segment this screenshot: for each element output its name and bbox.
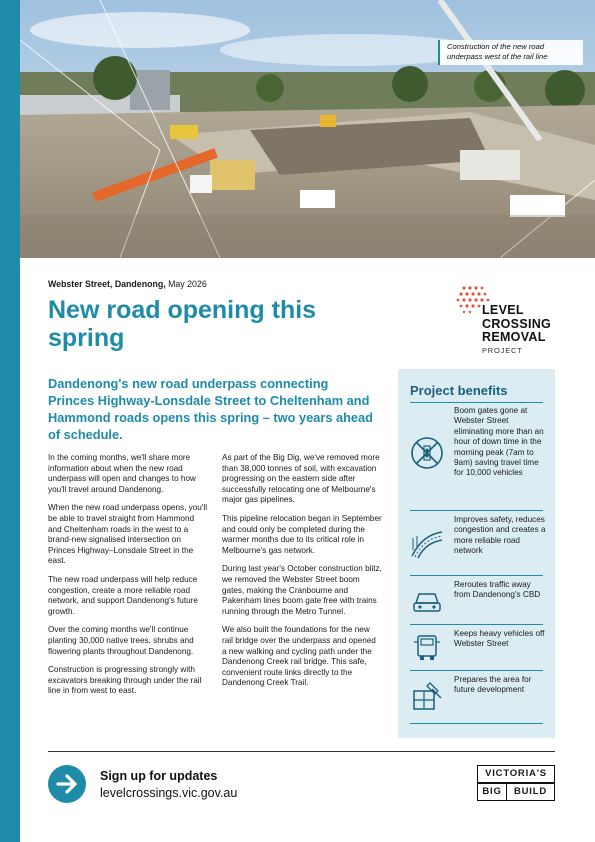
- arrow-right-icon: [48, 765, 86, 803]
- level-crossing-removal-logo: [456, 282, 576, 362]
- development-icon: [410, 679, 444, 713]
- body-paragraph: The new road underpass will help reduce congestion, create a more reliable road network, and support Dandenong's future growth.: [48, 574, 198, 616]
- vbb-build: BUILD: [513, 786, 548, 797]
- body-paragraph: We also built the foundations for the new rail bridge over the underpass and opened a new walking and cycling path under the Dandenong Creek rail bridge. This safe, convenient route links directly to the Dandenong Creek Trail.: [222, 625, 376, 688]
- logo-line-3: REMOVAL: [482, 330, 546, 344]
- photo-caption: Construction of the new road underpass west of the rail line: [438, 40, 583, 65]
- signup-link[interactable]: levelcrossings.vic.gov.au: [100, 786, 238, 800]
- logo-line-2: CROSSING: [482, 316, 552, 331]
- benefit-text: Improves safety, reduces congestion and creates a more reliable road network: [454, 515, 546, 556]
- construction-site-photo: [20, 0, 595, 258]
- body-paragraph: This pipeline relocation began in September and could only be completed during the warmer months due to its critical role in Melbourne's gas network.: [222, 513, 382, 555]
- no-boom-gate-icon: [410, 436, 444, 470]
- benefit-text: Keeps heavy vehicles off Webster Street: [454, 629, 545, 649]
- benefit-text: Boom gates gone at Webster Street eliminating more than an hour of down time in the morning peak (7am to 9am) saving travel time for 10,000 vehicles: [454, 406, 544, 478]
- vbb-big: BIG: [478, 784, 507, 800]
- benefit-item: [410, 670, 543, 724]
- logo-subtitle: PROJECT: [482, 346, 523, 355]
- page-title: New road opening this spring: [48, 296, 317, 352]
- footer-divider: [48, 751, 555, 752]
- body-paragraph: Construction is progressing strongly with excavators breaking through under the rail line in from west to east.: [48, 665, 202, 696]
- benefits-divider: [410, 402, 543, 403]
- signup-title: Sign up for updates: [100, 769, 218, 783]
- body-paragraph: Over the coming months we'll continue planting 30,000 native trees, shrubs and flowering plants throughout Dandenong.: [48, 625, 194, 656]
- benefit-item: [410, 510, 546, 576]
- logo-line-1: LEVEL: [482, 303, 524, 317]
- victorias-big-build-logo: [477, 765, 555, 801]
- benefit-item: [410, 624, 543, 671]
- road-icon: [410, 526, 444, 560]
- project-benefits-panel: [398, 369, 555, 738]
- dateline: [48, 279, 207, 289]
- car-icon: [410, 583, 444, 617]
- benefits-title: Project benefits: [410, 383, 508, 398]
- benefit-text: Reroutes traffic away from Dandenong's CBD: [454, 580, 541, 600]
- side-accent-bar: [0, 0, 20, 842]
- truck-icon: [410, 630, 444, 664]
- signup-arrow-button[interactable]: [48, 765, 86, 803]
- vbb-line-1: VICTORIA'S: [477, 765, 555, 783]
- body-column-2: [222, 453, 382, 697]
- body-paragraph: As part of the Big Dig, we've removed more than 38,000 tonnes of soil, with excavation progressing on the eastern side after successfully relocating one of Melbourne's major gas pipelines.: [222, 453, 380, 505]
- benefit-item: [410, 575, 543, 625]
- benefit-item: [410, 406, 543, 511]
- intro-paragraph: Dandenong's new road underpass connecting Princes Highway-Lonsdale Street to Cheltenham and Hammond roads opens this spring – two years ahead of schedule.: [48, 376, 373, 442]
- benefit-text: Prepares the area for future development: [454, 675, 532, 695]
- body-paragraph: In the coming months, we'll share more information about when the new road underpass will open and changes to how you'll travel around Dandenong.: [48, 453, 196, 494]
- dateline-date: May 2026: [165, 279, 207, 289]
- hero-photo: [20, 0, 595, 258]
- body-paragraph: When the new road underpass opens, you'll be able to travel straight from Hammond and Cheltenham roads in the west to a brand-new signalised intersection on Princes Highway–Lonsdale Street in the east.: [48, 503, 208, 566]
- dateline-place: Webster Street, Dandenong,: [48, 279, 166, 289]
- body-column-1: [48, 453, 208, 705]
- body-paragraph: During last year's October construction blitz, we removed the Webster Street boom gates, making the Cranbourne and Pakenham lines boom gate free with trains running through the Metro Tunnel.: [222, 564, 382, 616]
